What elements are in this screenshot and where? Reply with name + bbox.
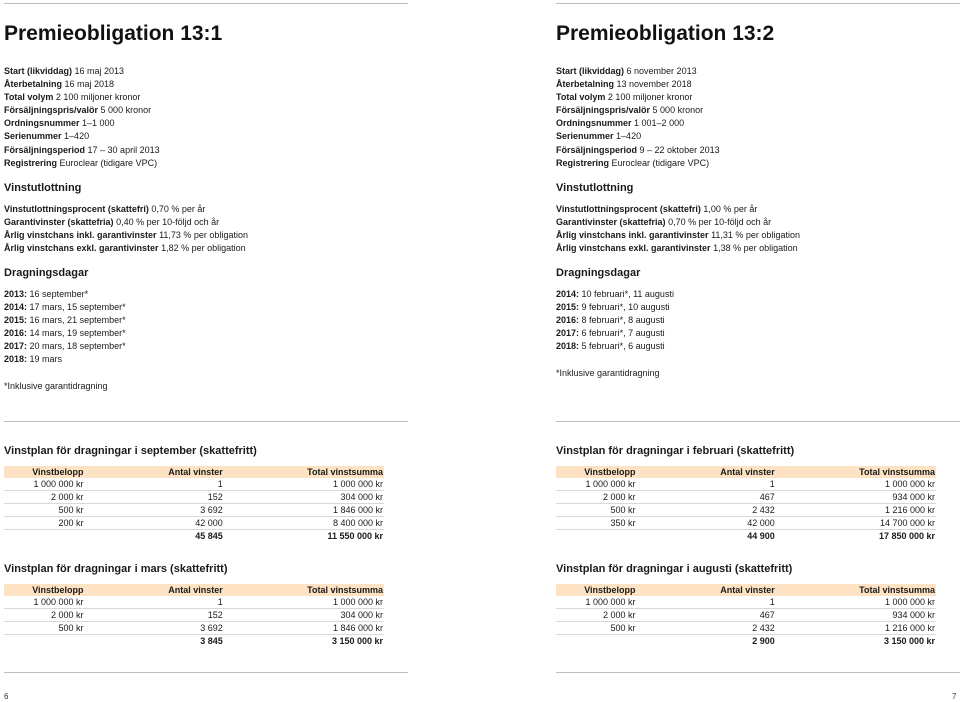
prize-table [556,584,936,647]
table-row [4,517,384,530]
table-cell: 1 846 000 kr [224,504,384,517]
draw-row: 2018: 5 februari*, 6 augusti [556,341,665,352]
bottom-rule-right [556,672,960,673]
table-cell: 2 900 [752,636,775,646]
facts-list [4,65,160,170]
win-row: Vinstutlottningsprocent (skattefri) 0,70 % per år [4,204,206,214]
win-row: Årlig vinstchans exkl. garantivinster 1,38 % per obligation [556,243,798,254]
table-cell: 11 550 000 kr [327,531,383,541]
win-list [4,203,248,255]
win-row: Årlig vinstchans inkl. garantivinster 11,73 % per obligation [4,230,248,241]
table-row [556,491,936,504]
table-cell: 1 [637,596,776,609]
draw-heading: Dragningsdagar [556,267,641,279]
draw-row: 2016: 14 mars, 19 september* [4,328,126,339]
table-row [4,622,384,635]
table-cell: 44 900 [747,531,775,541]
draw-row: 2014: 17 mars, 15 september* [4,302,126,313]
table-cell: 3 150 000 kr [331,636,383,646]
table-cell: 152 [85,609,224,622]
table-cell: 152 [85,491,224,504]
page-number-right: 7 [952,692,957,701]
table-cell: 1 000 000 kr [4,596,85,609]
table-row [4,609,384,622]
table-row [4,491,384,504]
win-row: Garantivinster (skattefria) 0,40 % per 10-följd och år [4,217,220,228]
page-title: Premieobligation 13:1 [4,22,223,45]
win-row: Årlig vinstchans inkl. garantivinster 11,31 % per obligation [556,230,800,241]
table-cell: 45 845 [195,531,223,541]
fact-row: Försäljningspris/valör 5 000 kronor [556,105,704,116]
column-header: Antal vinster [85,466,224,478]
fact-row: Försäljningspris/valör 5 000 kronor [4,105,152,116]
table-cell: 2 000 kr [4,491,85,504]
fact-row: Återbetalning 16 maj 2018 [4,79,115,90]
table-cell: 1 000 000 kr [776,596,936,609]
fact-row: Total volym 2 100 miljoner kronor [556,92,693,103]
table-cell: 1 216 000 kr [776,622,936,635]
column-header: Total vinstsumma [776,584,936,596]
table-row [556,504,936,517]
table-cell: 3 150 000 kr [883,636,935,646]
table-cell: 2 432 [637,504,776,517]
table-total-row [556,635,936,648]
table-header-row [556,584,936,596]
draw-row: 2015: 16 mars, 21 september* [4,315,126,326]
table-row [4,504,384,517]
fact-row: Registrering Euroclear (tidigare VPC) [4,157,158,168]
column-header: Vinstbelopp [556,584,637,596]
prize-table [4,466,384,542]
table-cell: 934 000 kr [776,609,936,622]
table-cell: 3 692 [85,504,224,517]
table-cell: 467 [637,491,776,504]
table-cell: 2 000 kr [556,609,637,622]
table-cell [4,530,85,543]
draw-row: 2018: 19 mars [4,354,63,365]
prize-table [556,466,936,542]
table-title: Vinstplan för dragningar i september (skattefritt) [4,445,257,457]
page-title: Premieobligation 13:2 [556,22,775,45]
table-cell: 304 000 kr [224,609,384,622]
table-row [4,596,384,609]
fact-row: Försäljningsperiod 17 – 30 april 2013 [4,144,160,155]
column-header: Vinstbelopp [556,466,637,478]
facts-list [556,65,720,170]
table-cell: 1 000 000 kr [4,478,85,491]
column-header: Antal vinster [85,584,224,596]
table-cell: 14 700 000 kr [776,517,936,530]
page-number-left: 6 [4,692,9,701]
draw-row: 2016: 8 februari*, 8 augusti [556,315,665,326]
fact-row: Ordningsnummer 1–1 000 [4,118,115,129]
table-header-row [4,466,384,478]
table-total-row [556,530,936,543]
table-cell: 42 000 [637,517,776,530]
table-cell: 8 400 000 kr [224,517,384,530]
draw-row: 2013: 16 september* [4,289,89,299]
column-header: Vinstbelopp [4,466,85,478]
table-cell: 17 850 000 kr [878,531,935,541]
column-header: Total vinstsumma [224,466,384,478]
fact-row: Ordningsnummer 1 001–2 000 [556,118,685,129]
table-cell [4,635,85,648]
column-header: Total vinstsumma [224,584,384,596]
table-cell: 304 000 kr [224,491,384,504]
table-cell: 2 432 [637,622,776,635]
fact-row: Serienummer 1–420 [4,131,90,142]
table-cell: 3 845 [200,636,223,646]
table-cell: 1 216 000 kr [776,504,936,517]
table-cell: 42 000 [85,517,224,530]
table-row [556,622,936,635]
win-row: Årlig vinstchans exkl. garantivinster 1,82 % per obligation [4,243,246,254]
fact-row: Registrering Euroclear (tidigare VPC) [556,157,710,168]
fact-row: Serienummer 1–420 [556,131,642,142]
table-cell: 1 000 000 kr [776,478,936,491]
table-cell: 500 kr [4,504,85,517]
footnote: *Inklusive garantidragning [556,368,660,378]
table-cell: 1 000 000 kr [224,478,384,491]
table-cell: 1 [85,596,224,609]
fact-row: Total volym 2 100 miljoner kronor [4,92,141,103]
fact-row: Start (likviddag) 16 maj 2013 [4,66,125,76]
table-row [4,478,384,491]
draw-row: 2017: 20 mars, 18 september* [4,341,126,352]
table-cell [556,530,637,543]
column-header: Vinstbelopp [4,584,85,596]
table-cell: 1 000 000 kr [556,596,637,609]
win-heading: Vinstutlottning [556,182,634,194]
section-divider-right [556,421,960,422]
top-rule-right [556,3,960,4]
table-total-row [4,530,384,543]
table-cell: 2 000 kr [4,609,85,622]
column-header: Antal vinster [637,466,776,478]
table-cell: 1 000 000 kr [556,478,637,491]
table-cell [556,635,637,648]
table-row [556,478,936,491]
table-title: Vinstplan för dragningar i mars (skattefritt) [4,563,228,575]
draw-row: 2014: 10 februari*, 11 augusti [556,289,674,299]
table-cell: 500 kr [556,504,637,517]
table-total-row [4,635,384,648]
draw-list [556,288,674,353]
table-row [556,596,936,609]
fact-row: Försäljningsperiod 9 – 22 oktober 2013 [556,144,720,155]
section-divider-left [4,421,408,422]
table-title: Vinstplan för dragningar i februari (skattefritt) [556,445,795,457]
table-row [556,609,936,622]
draw-heading: Dragningsdagar [4,267,89,279]
column-header: Total vinstsumma [776,466,936,478]
table-cell: 500 kr [556,622,637,635]
table-cell: 934 000 kr [776,491,936,504]
fact-row: Start (likviddag) 6 november 2013 [556,66,697,76]
table-cell: 1 000 000 kr [224,596,384,609]
table-cell: 3 692 [85,622,224,635]
column-header: Antal vinster [637,584,776,596]
win-row: Vinstutlottningsprocent (skattefri) 1,00 % per år [556,204,758,214]
table-cell: 1 846 000 kr [224,622,384,635]
win-row: Garantivinster (skattefria) 0,70 % per 10-följd och år [556,217,772,228]
table-header-row [556,466,936,478]
win-heading: Vinstutlottning [4,182,82,194]
fact-row: Återbetalning 13 november 2018 [556,79,692,90]
table-header-row [4,584,384,596]
top-rule-left [4,3,408,4]
table-cell: 467 [637,609,776,622]
table-cell: 1 [637,478,776,491]
draw-list [4,288,126,367]
bottom-rule-left [4,672,408,673]
footnote: *Inklusive garantidragning [4,381,108,391]
win-list [556,203,800,255]
draw-row: 2015: 9 februari*, 10 augusti [556,302,670,313]
draw-row: 2017: 6 februari*, 7 augusti [556,328,665,339]
table-cell: 350 kr [556,517,637,530]
table-cell: 2 000 kr [556,491,637,504]
table-row [556,517,936,530]
prize-table [4,584,384,647]
table-title: Vinstplan för dragningar i augusti (skattefritt) [556,563,793,575]
table-cell: 200 kr [4,517,85,530]
table-cell: 500 kr [4,622,85,635]
table-cell: 1 [85,478,224,491]
